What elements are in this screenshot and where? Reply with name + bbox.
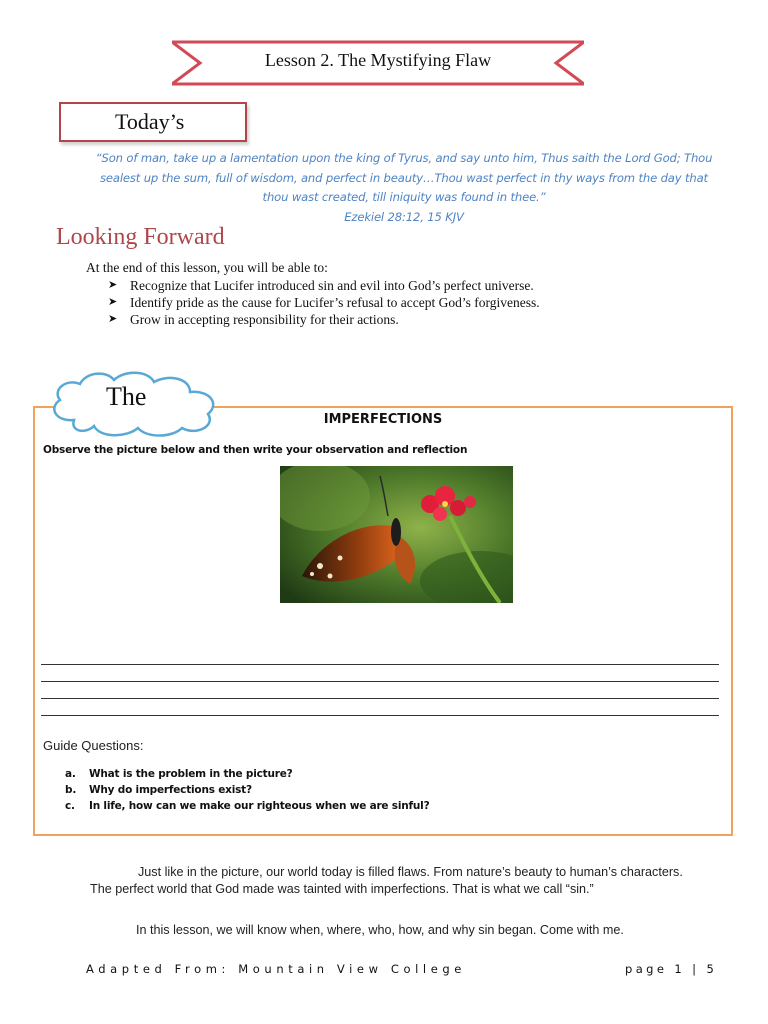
page-number: page 1 | 5 — [625, 962, 718, 976]
list-item — [108, 277, 540, 294]
guide-questions-list — [65, 766, 429, 814]
arrow-bullet-icon: ➤ — [108, 296, 118, 308]
list-item — [65, 798, 429, 814]
lesson-title: Lesson 2. The Mystifying Flaw — [264, 50, 492, 70]
guide-questions-label: Guide Questions: — [43, 738, 144, 753]
answer-line[interactable] — [41, 665, 719, 682]
list-item — [65, 782, 429, 798]
list-item — [65, 766, 429, 782]
footer-source: Adapted From: Mountain View College — [86, 962, 466, 976]
answer-line[interactable] — [41, 682, 719, 699]
question-marker: a. — [65, 768, 76, 780]
cloud-label: The — [106, 382, 147, 411]
answer-line[interactable] — [41, 648, 719, 665]
objective-text: Grow in accepting responsibility for their actions. — [130, 312, 399, 327]
lesson-title-ribbon — [172, 40, 584, 88]
list-item — [108, 294, 540, 311]
verse-reference: Ezekiel 28:12, 15 KJV — [344, 209, 464, 224]
question-text: Why do imperfections exist? — [89, 784, 252, 796]
arrow-bullet-icon: ➤ — [108, 313, 118, 325]
question-marker: c. — [65, 800, 75, 812]
arrow-bullet-icon: ➤ — [108, 279, 118, 291]
today-label: Today’s — [59, 102, 247, 142]
verse-text: “Son of man, take up a lamentation upon the king of Tyrus, and say unto him, Thus saith the Lord God; Thou sealest up the sum, full of wisdom, and perfect in beauty…Thou wast perfect in thy ways from the day that thou wast created, till iniquity was found in thee.” — [95, 151, 713, 204]
question-text: What is the problem in the picture? — [89, 768, 293, 780]
objectives-intro: At the end of this lesson, you will be able to: — [86, 260, 328, 275]
question-marker: b. — [65, 784, 77, 796]
objectives-list — [108, 277, 540, 328]
answer-line[interactable] — [41, 699, 719, 716]
objective-text: Recognize that Lucifer introduced sin and evil into God’s perfect universe. — [130, 278, 534, 293]
body-paragraph: In this lesson, we will know when, where, who, how, and why sin began. Come with me. — [136, 923, 624, 937]
activity-heading: IMPERFECTIONS — [323, 412, 443, 427]
objective-text: Identify pride as the cause for Lucifer’s refusal to accept God’s forgiveness. — [130, 295, 540, 310]
question-text: In life, how can we make our righteous when we are sinful? — [89, 800, 430, 812]
activity-box — [33, 406, 733, 836]
answer-lines[interactable] — [41, 648, 719, 716]
body-paragraph: Just like in the picture, our world today is filled flaws. From nature’s beauty to human’s characters. The perfect world that God made was tainted with imperfections. That is what we call “sin.” — [90, 865, 683, 896]
butterfly-image — [280, 466, 513, 603]
list-item — [108, 311, 540, 328]
activity-instruction: Observe the picture below and then write your observation and reflection — [43, 444, 468, 456]
looking-forward-heading: Looking Forward — [56, 224, 225, 250]
butterfly-photo — [280, 466, 513, 603]
scripture-verse — [86, 149, 722, 227]
